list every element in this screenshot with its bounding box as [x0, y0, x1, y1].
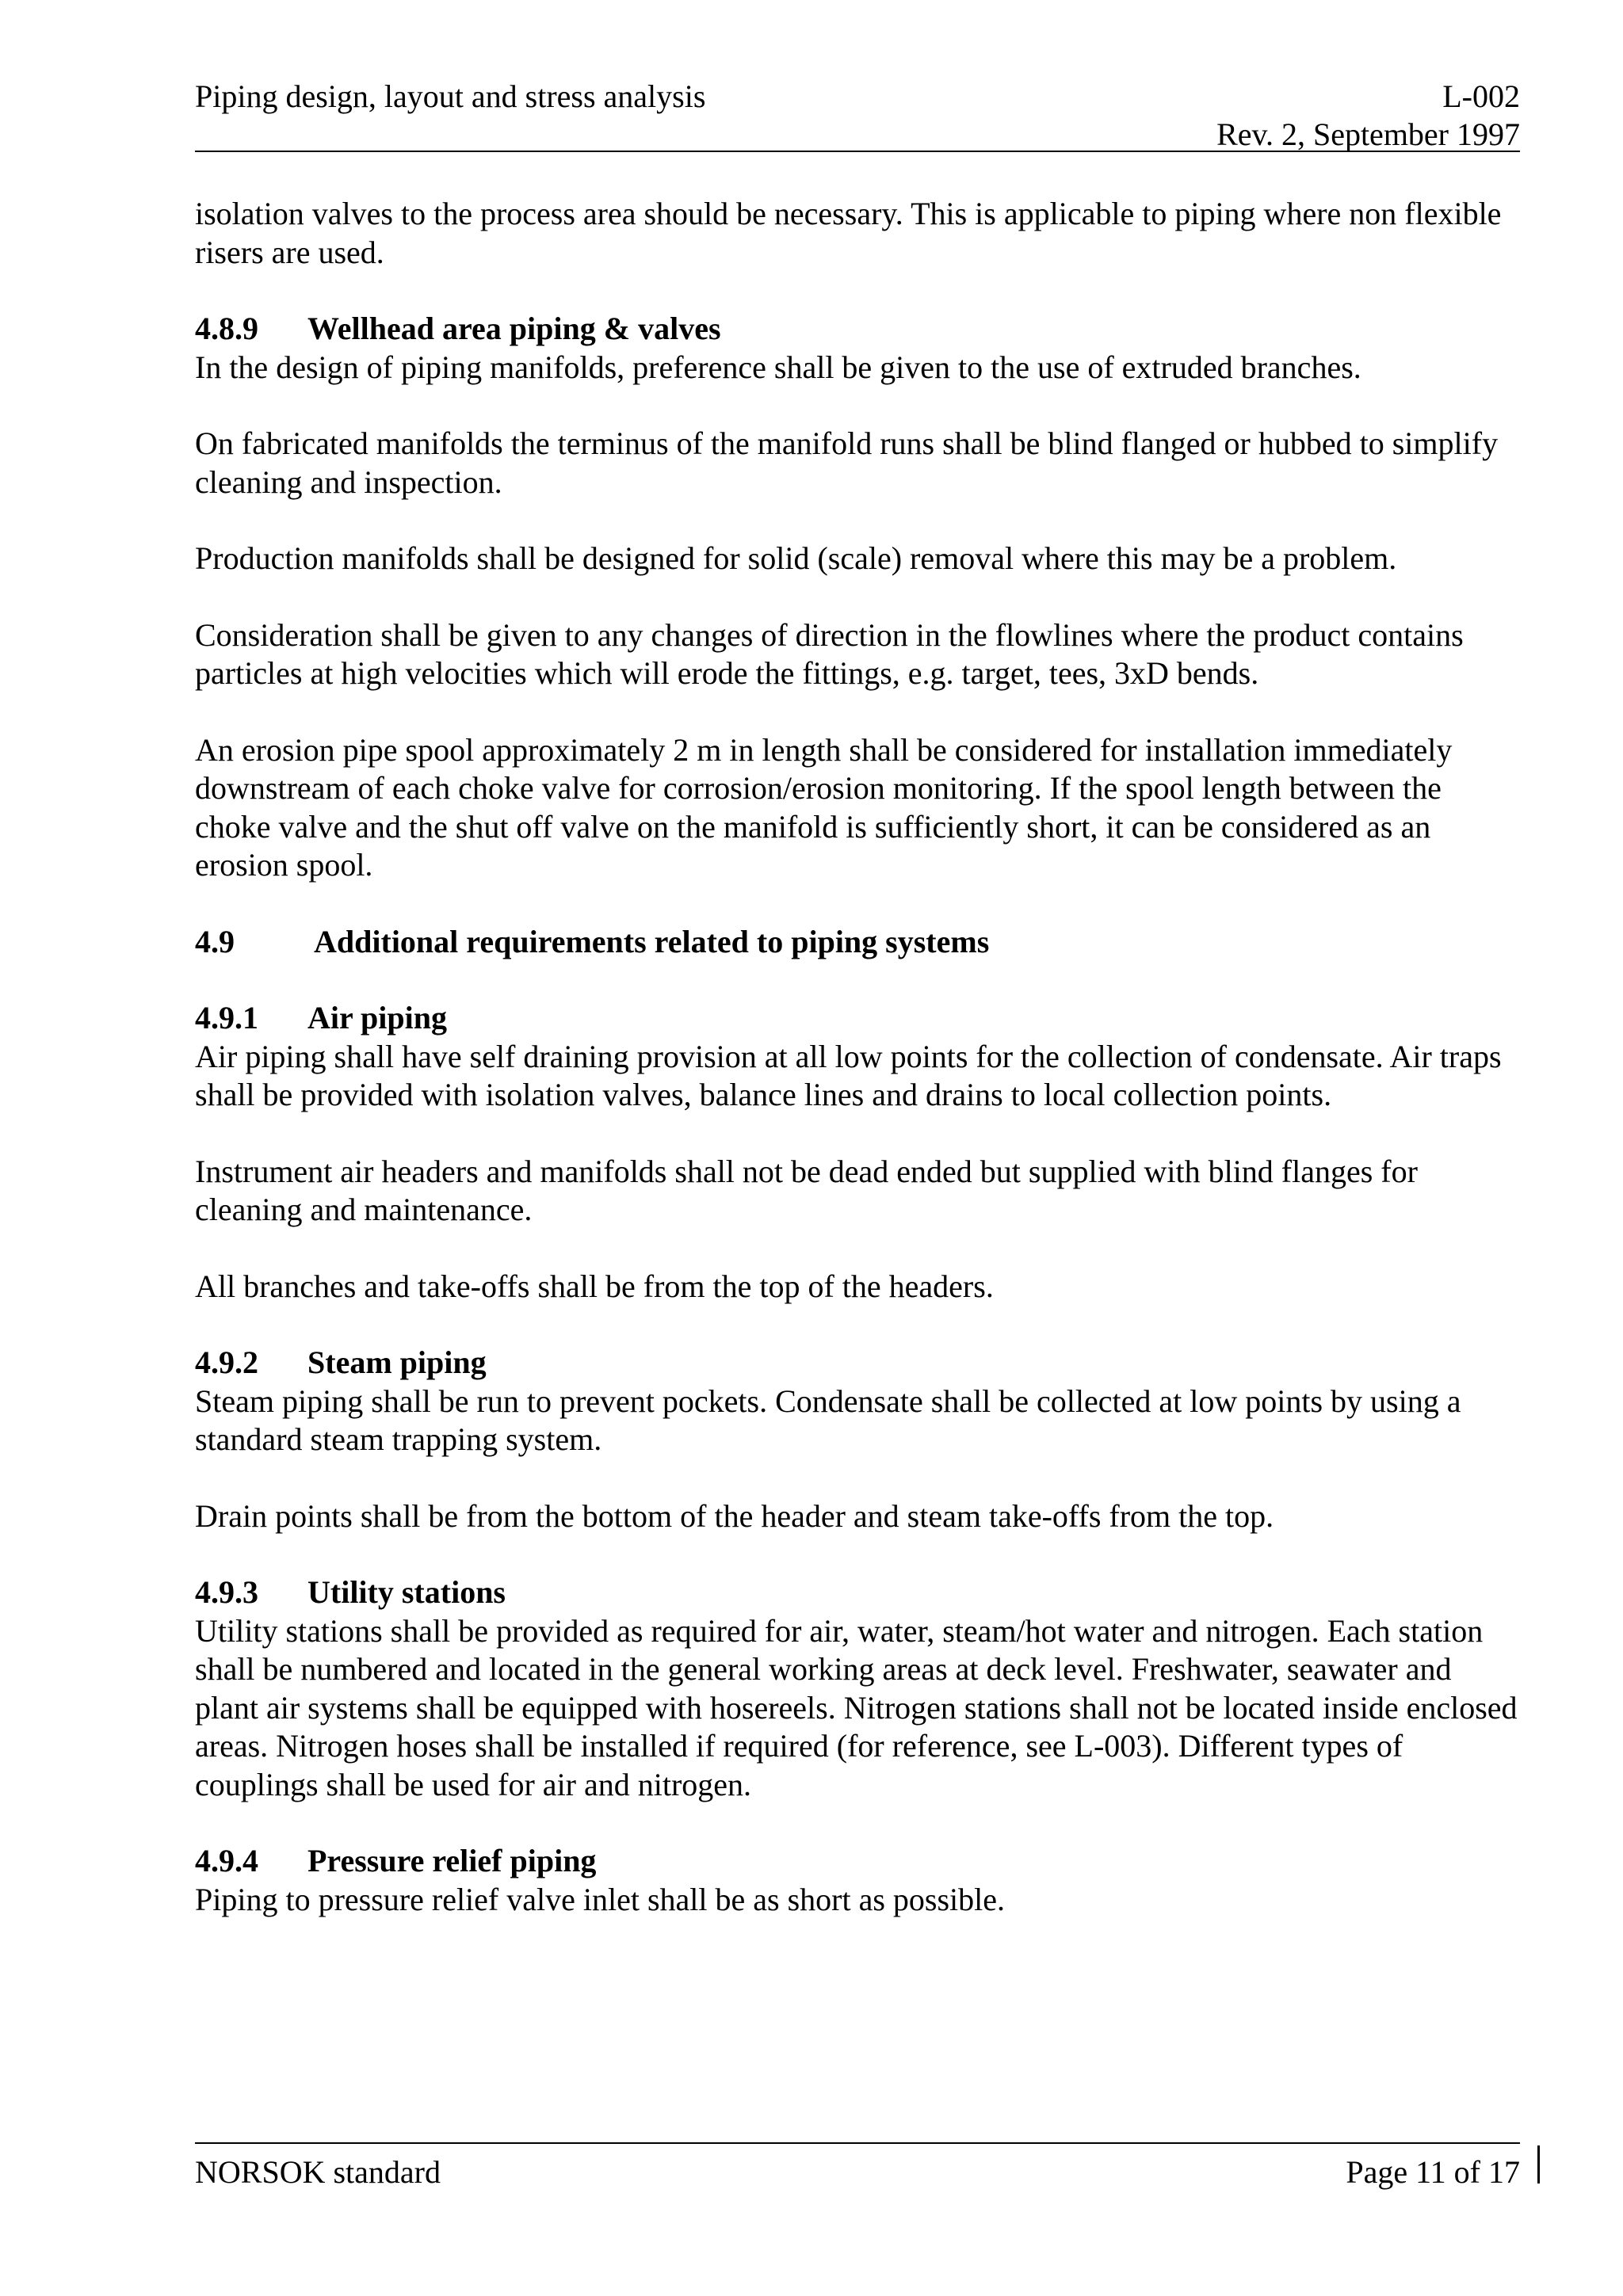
section-number: 4.9: [195, 923, 235, 959]
paragraph: Consideration shall be given to any changes of direction in the flowlines where the product contains particles at high velocities which will erode the fittings, e.g. target, tees, 3xD bends.: [195, 616, 1464, 691]
section-title: Wellhead area piping & valves: [307, 311, 721, 346]
section-title: Additional requirements related to piping systems: [314, 923, 990, 959]
section-4-9-heading: [195, 923, 1520, 962]
section-4-9-4-heading: [195, 1842, 1520, 1881]
paragraph: Steam piping shall be run to prevent pockets. Condensate shall be collected at low points by using a standard steam trapping system.: [195, 1383, 1461, 1457]
paragraph: Instrument air headers and manifolds shall not be dead ended but supplied with blind flanges for cleaning and maintenance.: [195, 1153, 1418, 1227]
header-rule: [195, 151, 1520, 152]
section-number: 4.9.2: [195, 1344, 258, 1380]
footer-rule: [195, 2142, 1520, 2144]
section-number: 4.9.3: [195, 1574, 258, 1610]
section-number: 4.9.4: [195, 1843, 258, 1878]
section-number: 4.8.9: [195, 311, 258, 346]
paragraph: All branches and take-offs shall be from the top of the headers.: [195, 1268, 994, 1304]
paragraph: Air piping shall have self draining provision at all low points for the collection of condensate. Air traps shall be provided with isolation valves, balance lines and drains to local collection points.: [195, 1038, 1502, 1112]
section-4-9-3-heading: [195, 1573, 1520, 1612]
section-4-9-1-heading: [195, 999, 1520, 1038]
paragraph: Piping to pressure relief valve inlet shall be as short as possible.: [195, 1881, 1006, 1917]
section-4-8-9-heading: [195, 310, 1520, 349]
header-revision: Rev. 2, September 1997: [1216, 116, 1520, 152]
paragraph: Drain points shall be from the bottom of the header and steam take-offs from the top.: [195, 1497, 1274, 1534]
paragraph: In the design of piping manifolds, preference shall be given to the use of extruded branches.: [195, 349, 1361, 385]
revision-change-bar: [1537, 2145, 1540, 2183]
section-4-9-2-heading: [195, 1344, 1520, 1383]
paragraph: Production manifolds shall be designed for solid (scale) removal where this may be a problem.: [195, 540, 1397, 576]
footer-standard: NORSOK standard: [195, 2154, 441, 2190]
section-title: Air piping: [307, 1000, 447, 1035]
paragraph: Utility stations shall be provided as required for air, water, steam/hot water and nitrogen. Each station shall be numbered and located in the general working areas at deck level. Freshwater, seawater and plant air systems shall be equipped with hosereels. Nitrogen stations shall not be located inside enclosed areas. Nitrogen hoses shall be installed if required (for reference, see L-003). Different types of couplings shall be used for air and nitrogen.: [195, 1612, 1518, 1802]
paragraph: An erosion pipe spool approximately 2 m in length shall be considered for installation immediately downstream of each choke valve for corrosion/erosion monitoring. If the spool length between the choke valve and the shut off valve on the manifold is sufficiently short, it can be considered as an erosion spool.: [195, 731, 1453, 883]
section-title: Utility stations: [307, 1574, 506, 1610]
section-title: Steam piping: [307, 1344, 487, 1380]
paragraph: On fabricated manifolds the terminus of the manifold runs shall be blind flanged or hubbed to simplify cleaning and inspection.: [195, 425, 1499, 500]
section-number: 4.9.1: [195, 1000, 258, 1035]
page-body: [195, 195, 1520, 1957]
section-title: Pressure relief piping: [307, 1843, 597, 1878]
header-title: Piping design, layout and stress analysis: [195, 78, 706, 114]
intro-paragraph: isolation valves to the process area should be necessary. This is applicable to piping where non flexible risers are used.: [195, 196, 1502, 270]
header-doc-id: L-002: [1442, 78, 1520, 114]
page-number: Page 11 of 17: [1346, 2154, 1520, 2190]
